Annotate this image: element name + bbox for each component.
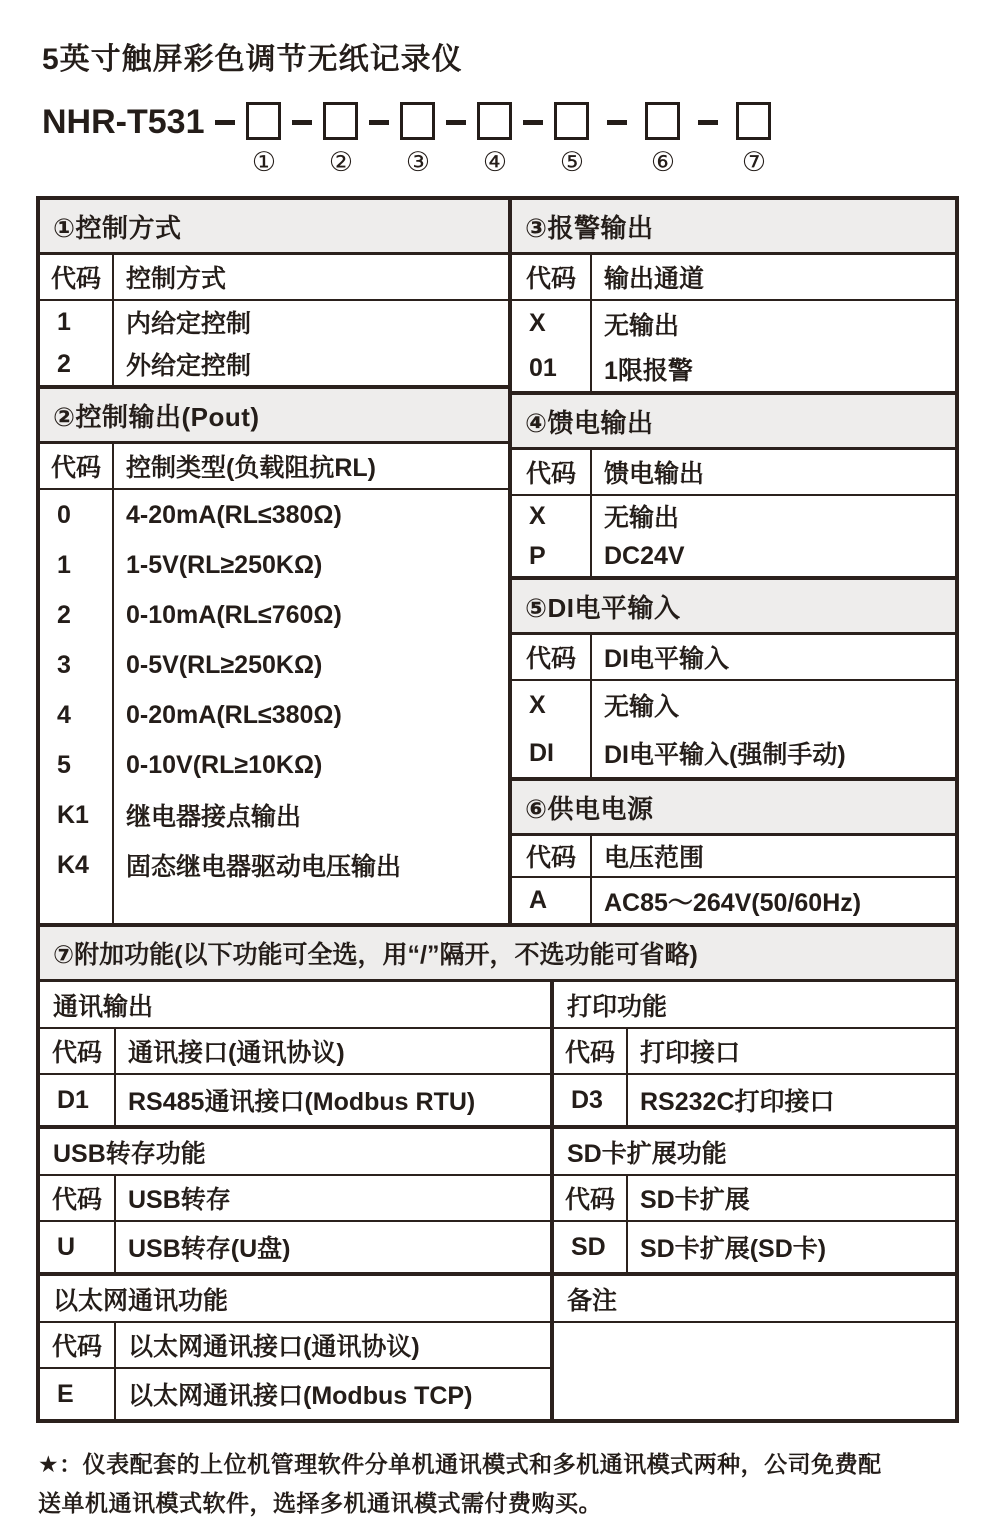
row-code: 2 <box>57 600 71 629</box>
code-cells <box>40 1369 116 1419</box>
row-desc: 继电器接点输出 <box>126 803 302 831</box>
subsection-comm-output-title: 通讯输出 <box>40 982 550 1029</box>
section-di-input-subheader <box>512 635 955 681</box>
code-column-header: 代码 <box>512 255 592 299</box>
desc-cells <box>116 1369 550 1419</box>
section-control-output-rows <box>40 490 508 923</box>
row-desc: 无输出 <box>604 311 680 340</box>
position-label-5: ⑤ <box>559 147 585 177</box>
code-column-header: 代码 <box>512 635 592 679</box>
section-control-output-header: ②控制输出(Pout) <box>40 389 508 444</box>
code-column-header: 代码 <box>512 836 592 876</box>
section-alarm-output <box>512 200 955 391</box>
section-feed-output-subheader <box>512 450 955 496</box>
desc-column-header: 电压范围 <box>604 844 705 872</box>
code-column-header: 代码 <box>40 255 114 299</box>
row-desc: RS232C打印接口 <box>640 1088 835 1116</box>
desc-column-header: USB转存 <box>128 1186 231 1214</box>
desc-column-header: 控制方式 <box>126 265 227 293</box>
code-column-header: 代码 <box>40 1029 116 1073</box>
row-code: X <box>529 690 546 719</box>
model-slot-4 <box>477 102 512 176</box>
row-code: 1 <box>57 550 71 579</box>
section-control-mode-subheader <box>40 255 508 301</box>
subsection-remark <box>554 1272 955 1419</box>
ordering-table <box>36 196 959 1423</box>
row-desc: SD卡扩展(SD卡) <box>640 1235 827 1263</box>
row-desc: USB转存(U盘) <box>128 1235 291 1263</box>
row-code: K1 <box>57 800 89 829</box>
subsection-remark-title: 备注 <box>554 1276 955 1323</box>
subsection-comm-output-subheader <box>40 1029 550 1075</box>
subsection-sd-title: SD卡扩展功能 <box>554 1129 955 1176</box>
row-desc: 0-10V(RL≥10KΩ) <box>126 750 323 779</box>
model-code-box-3 <box>400 102 435 140</box>
row-code: 4 <box>57 700 71 729</box>
desc-column-header: 馈电输出 <box>604 460 705 488</box>
row-code: SD <box>571 1232 606 1261</box>
code-cells <box>512 496 592 576</box>
row-desc: 0-10mA(RL≤760Ω) <box>126 600 342 629</box>
subsection-ethernet-subheader <box>40 1323 550 1369</box>
model-slot-5 <box>554 102 589 176</box>
footnote-line-2: 送单机通讯模式软件，选择多机通讯模式需付费购买。 <box>38 1490 602 1516</box>
row-code: K4 <box>57 850 89 879</box>
row-code: D1 <box>57 1085 89 1114</box>
code-column-header: 代码 <box>512 450 592 494</box>
row-desc: 0-20mA(RL≤380Ω) <box>126 700 342 729</box>
dash-separator <box>446 120 466 125</box>
desc-cells <box>116 1075 550 1125</box>
subsection-comm-output <box>40 982 550 1125</box>
row-desc: DI电平输入(强制手动) <box>604 741 846 769</box>
desc-column-header: 控制类型(负载阻抗RL) <box>126 454 376 482</box>
row-code: U <box>57 1232 76 1261</box>
section-additional-functions-header: ⑦附加功能(以下功能可全选，用“/”隔开，不选功能可省略) <box>40 927 955 982</box>
desc-column-header: 输出通道 <box>604 265 705 293</box>
section-control-output <box>40 385 508 923</box>
section-control-output-subheader <box>40 444 508 490</box>
section-additional-functions <box>40 923 955 1419</box>
page-title: 5英寸触屏彩色调节无纸记录仪 <box>42 43 463 76</box>
subsection-comm-output-rows <box>40 1075 550 1125</box>
code-cells <box>40 301 114 385</box>
section-control-mode-rows <box>40 301 508 385</box>
desc-cells <box>592 681 955 777</box>
desc-column-header: 以太网通讯接口(通讯协议) <box>128 1333 420 1361</box>
desc-column-header: 通讯接口(通讯协议) <box>128 1039 345 1067</box>
row-code: 0 <box>57 500 71 529</box>
model-code-box-4 <box>477 102 512 140</box>
row-desc: 4-20mA(RL≤380Ω) <box>126 500 342 529</box>
desc-cells <box>592 496 955 576</box>
code-cells <box>554 1075 628 1125</box>
position-label-6: ⑥ <box>650 147 676 177</box>
model-slot-1 <box>246 102 281 176</box>
row-code: E <box>57 1379 74 1408</box>
row-code: X <box>529 501 546 530</box>
section-di-input-rows <box>512 681 955 777</box>
row-desc: AC85～264V(50/60Hz) <box>604 888 862 917</box>
dash-separator <box>523 120 543 125</box>
desc-cells <box>114 490 508 923</box>
position-label-3: ③ <box>405 147 431 177</box>
section-feed-output-rows <box>512 496 955 576</box>
position-label-2: ② <box>328 147 354 177</box>
subsection-usb-rows <box>40 1222 550 1272</box>
position-label-4: ④ <box>482 147 508 177</box>
desc-cells <box>114 301 508 385</box>
row-code: D3 <box>571 1085 603 1114</box>
model-code-box-7 <box>736 102 771 140</box>
subsection-ethernet-rows <box>40 1369 550 1419</box>
code-cells <box>512 301 592 391</box>
row-desc: 1-5V(RL≥250KΩ) <box>126 550 323 579</box>
footnote-line-1: ★：仪表配套的上位机管理软件分单机通讯模式和多机通讯模式两种，公司免费配 <box>38 1451 882 1477</box>
code-column-header: 代码 <box>40 444 114 488</box>
desc-cells <box>116 1222 550 1272</box>
section-di-input <box>512 576 955 777</box>
section-feed-output <box>512 391 955 576</box>
subsection-ethernet <box>40 1272 550 1419</box>
row-desc: 固态继电器驱动电压输出 <box>126 853 402 881</box>
additional-left-column <box>40 982 554 1419</box>
code-cells <box>40 1222 116 1272</box>
row-code: P <box>529 541 546 570</box>
row-code: 3 <box>57 650 71 679</box>
right-column <box>512 200 955 923</box>
section-feed-output-header: ④馈电输出 <box>512 395 955 450</box>
subsection-print-rows <box>554 1075 955 1125</box>
row-desc: 1限报警 <box>604 356 693 385</box>
subsection-sd-subheader <box>554 1176 955 1222</box>
code-column-header: 代码 <box>40 1323 116 1367</box>
remark-empty-cell <box>554 1323 955 1419</box>
section-power-supply-rows <box>512 878 955 923</box>
model-slot-6 <box>645 102 680 176</box>
left-column <box>40 200 512 923</box>
model-slot-2 <box>323 102 358 176</box>
code-cells <box>512 878 592 923</box>
ordering-table-top <box>40 200 955 923</box>
code-cells <box>554 1222 628 1272</box>
code-column-header: 代码 <box>40 1176 116 1220</box>
row-code: 5 <box>57 750 71 779</box>
code-cells <box>40 1075 116 1125</box>
dash-separator <box>292 120 312 125</box>
row-code: 2 <box>57 349 71 378</box>
code-cells <box>40 490 114 923</box>
dash-separator <box>369 120 389 125</box>
row-desc: RS485通讯接口(Modbus RTU) <box>128 1088 476 1116</box>
row-desc: 以太网通讯接口(Modbus TCP) <box>128 1382 473 1410</box>
footnote <box>38 1445 959 1523</box>
desc-column-header: 打印接口 <box>640 1039 741 1067</box>
row-desc: 无输出 <box>604 504 680 532</box>
desc-cells <box>592 878 955 923</box>
model-code-box-5 <box>554 102 589 140</box>
position-label-1: ① <box>251 147 277 177</box>
section-control-mode-header: ①控制方式 <box>40 200 508 255</box>
subsection-print-title: 打印功能 <box>554 982 955 1029</box>
model-code-row <box>42 102 959 176</box>
model-slot-7 <box>736 102 771 176</box>
subsection-usb <box>40 1125 550 1272</box>
desc-column-header: SD卡扩展 <box>640 1186 750 1214</box>
subsection-ethernet-title: 以太网通讯功能 <box>40 1276 550 1323</box>
section-additional-functions-grid <box>40 982 955 1419</box>
model-code-box-1 <box>246 102 281 140</box>
position-label-7: ⑦ <box>741 147 767 177</box>
section-power-supply <box>512 777 955 923</box>
section-alarm-output-rows <box>512 301 955 391</box>
row-desc: 外给定控制 <box>126 352 252 380</box>
dash-separator <box>215 120 235 125</box>
code-column-header: 代码 <box>554 1029 628 1073</box>
additional-right-column <box>554 982 955 1419</box>
desc-cells <box>592 301 955 391</box>
section-control-mode <box>40 200 508 385</box>
dash-separator <box>698 120 718 125</box>
row-code: A <box>529 886 548 914</box>
desc-cells <box>628 1222 955 1272</box>
row-code: X <box>529 309 546 337</box>
subsection-usb-subheader <box>40 1176 550 1222</box>
row-code: 1 <box>57 307 71 336</box>
row-desc: 无输入 <box>604 693 680 721</box>
row-desc: 内给定控制 <box>126 310 252 338</box>
subsection-usb-title: USB转存功能 <box>40 1129 550 1176</box>
subsection-print <box>554 982 955 1125</box>
row-desc: 0-5V(RL≥250KΩ) <box>126 650 323 679</box>
row-desc: DC24V <box>604 541 685 570</box>
section-power-supply-header: ⑥供电电源 <box>512 781 955 836</box>
model-slot-3 <box>400 102 435 176</box>
row-code: 01 <box>529 354 557 382</box>
dash-separator <box>607 120 627 125</box>
section-power-supply-subheader <box>512 836 955 878</box>
subsection-sd <box>554 1125 955 1272</box>
row-code: DI <box>529 738 554 767</box>
subsection-print-subheader <box>554 1029 955 1075</box>
code-column-header: 代码 <box>554 1176 628 1220</box>
code-cells <box>512 681 592 777</box>
desc-cells <box>628 1075 955 1125</box>
model-prefix: NHR-T531 <box>42 103 205 141</box>
model-code-box-6 <box>645 102 680 140</box>
section-di-input-header: ⑤DI电平输入 <box>512 580 955 635</box>
model-code-box-2 <box>323 102 358 140</box>
desc-column-header: DI电平输入 <box>604 645 730 673</box>
section-alarm-output-header: ③报警输出 <box>512 200 955 255</box>
section-alarm-output-subheader <box>512 255 955 301</box>
subsection-sd-rows <box>554 1222 955 1272</box>
